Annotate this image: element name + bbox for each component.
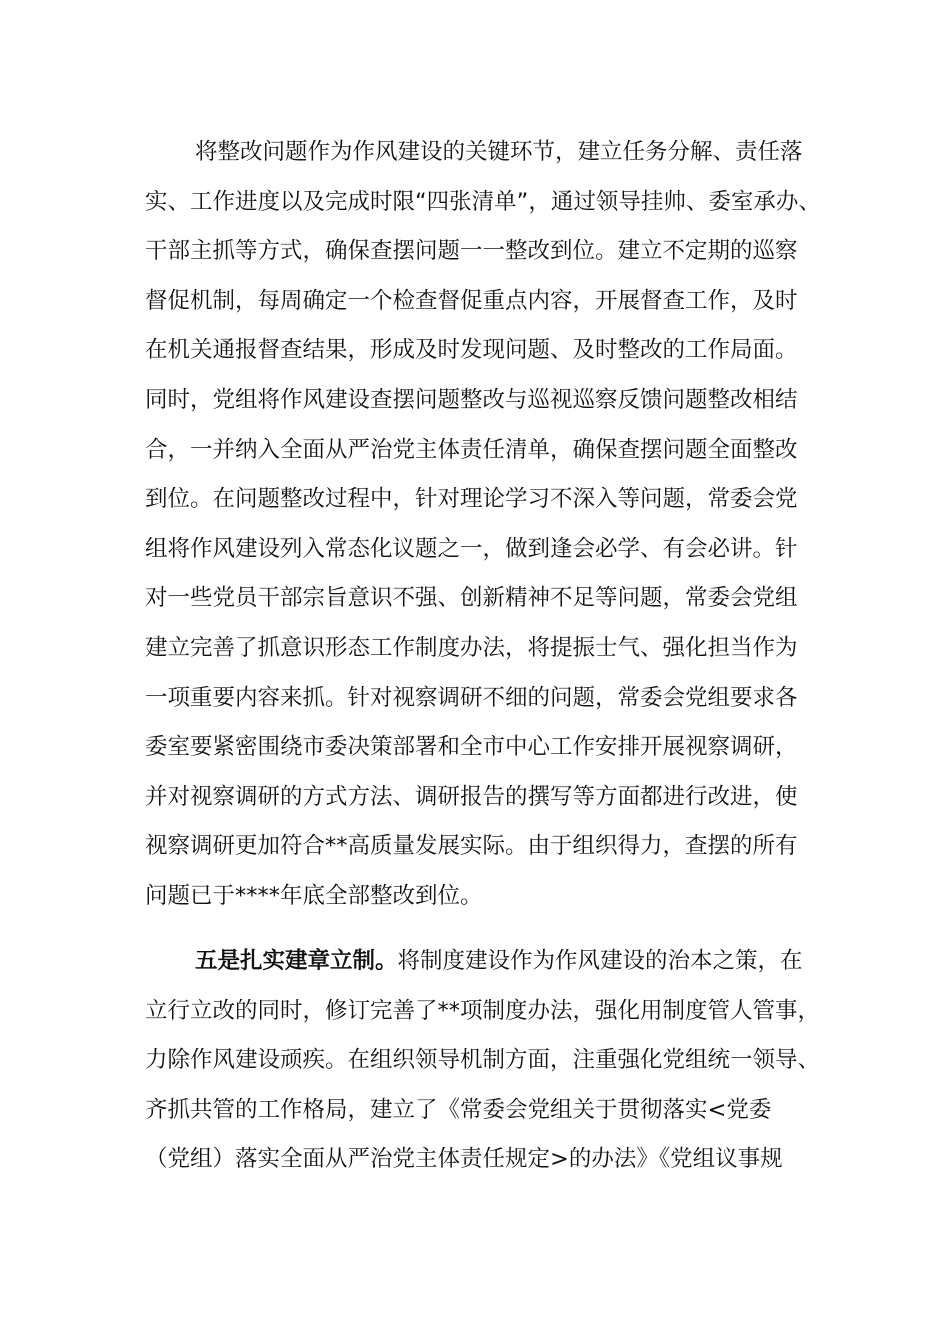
heading-followup-text: 将制度建设作为作风建设的治本之策，在 [397,948,803,974]
text-line: 同时，党组将作风建设查摆问题整改与巡视巡察反馈问题整改相结 [145,386,798,413]
text-line: 力除作风建设顽疾。在组织领导机制方面，注重强化党组统一领导、 [145,1047,821,1074]
text-line: 干部主抓等方式，确保查摆问题一一整改到位。建立不定期的巡察 [145,238,798,265]
text-line: 问题已于****年底全部整改到位。 [145,882,483,909]
text-line: 一项重要内容来抓。针对视察调研不细的问题，常委会党组要求各 [145,684,798,711]
text-line: 到位。在问题整改过程中，针对理论学习不深入等问题，常委会党 [145,486,798,513]
text-line: 实、工作进度以及完成时限“四张清单”，通过领导挂帅、委室承办、 [145,188,821,215]
section-heading: 五是扎实建章立制。 [195,948,398,974]
text-line: 齐抓共管的工作格局，建立了《常委会党组关于贯彻落实<党委 [145,1096,772,1123]
text-line: 组将作风建设列入常态化议题之一，做到逢会必学、有会必讲。针 [145,535,798,562]
paragraph-institution-building [145,937,821,1185]
paragraph-rectification [145,128,821,922]
text-line [145,937,815,987]
text-line: 并对视察调研的方式方法、调研报告的撰写等方面都进行改进，使 [145,783,798,810]
text-line: 视察调研更加符合**高质量发展实际。由于组织得力，查摆的所有 [145,833,798,860]
text-line: 建立完善了抓意识形态工作制度办法，将提振士气、强化担当作为 [145,634,798,661]
text-line: 对一些党员干部宗旨意识不强、创新精神不足等问题，常委会党组 [145,585,798,612]
text-line: 将整改问题作为作风建设的关键环节，建立任务分解、责任落 [195,139,803,165]
text-line: （党组）落实全面从严治党主体责任规定>的办法》《党组议事规 [145,1146,783,1173]
text-line: 合，一并纳入全面从严治党主体责任清单，确保查摆问题全面整改 [145,436,798,463]
text-line: 委室要紧密围绕市委决策部署和全市中心工作安排开展视察调研， [145,734,798,761]
text-line: 督促机制，每周确定一个检查督促重点内容，开展督查工作，及时 [145,287,798,314]
text-line: 在机关通报督查结果，形成及时发现问题、及时整改的工作局面。 [145,337,798,364]
text-line: 立行立改的同时，修订完善了**项制度办法，强化用制度管人管事， [145,997,821,1024]
